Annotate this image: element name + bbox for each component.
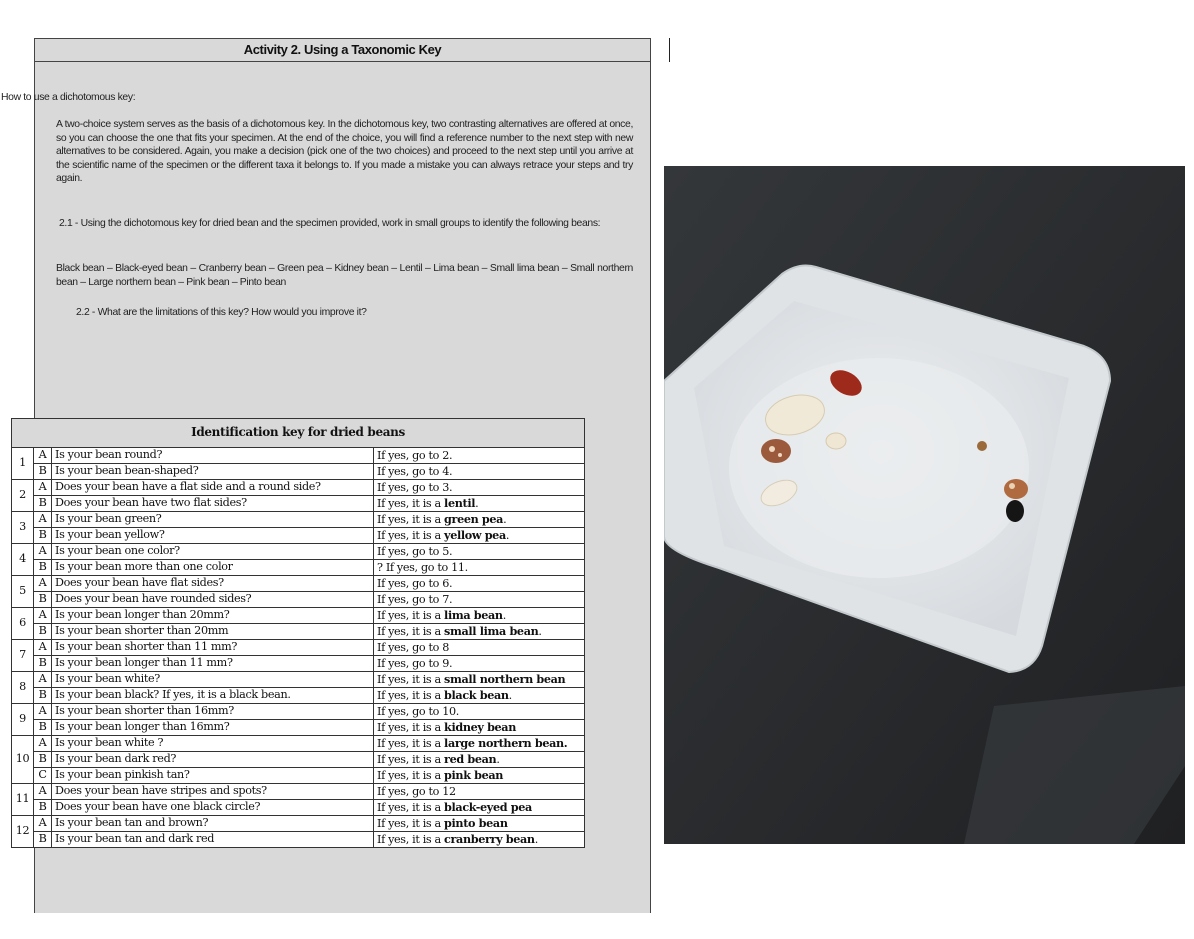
key-table-row [12,560,585,576]
key-question: Is your bean black? If yes, it is a black bean. [52,688,374,704]
key-result [374,496,585,512]
black-bean [1006,500,1024,522]
key-result [374,736,585,752]
result-species: lentil [444,496,476,510]
option-letter: A [34,512,52,528]
option-letter: B [34,800,52,816]
key-result [374,624,585,640]
option-letter: B [34,688,52,704]
key-question: Does your bean have one black circle? [52,800,374,816]
result-punctuation: . [503,513,507,526]
result-text: If yes, go to 6. [377,577,453,590]
step-number: 9 [12,704,34,736]
key-question: Is your bean shorter than 11 mm? [52,640,374,656]
key-result [374,608,585,624]
key-table-row [12,736,585,752]
lentil [977,441,987,451]
key-result [374,512,585,528]
result-species: pink bean [444,768,504,782]
key-result [374,592,585,608]
bean-tray-photo [664,166,1185,844]
bean-list: Black bean – Black-eyed bean – Cranberry bean – Green pea – Kidney bean – Lentil – Lima bean – Small lima bean – Small northern bean – Large northern bean – Pink bean – Pinto bean [56,263,633,288]
result-text: If yes, it is a [377,737,445,750]
key-question: Does your bean have a flat side and a round side? [52,480,374,496]
result-text: If yes, go to 12 [377,785,456,798]
key-question: Is your bean longer than 11 mm? [52,656,374,672]
key-table-row [12,656,585,672]
bean-speckle [778,453,782,457]
step-number: 7 [12,640,34,672]
option-letter: B [34,464,52,480]
key-question: Is your bean tan and dark red [52,832,374,848]
key-question: Does your bean have two flat sides? [52,496,374,512]
key-table-row [12,480,585,496]
key-question: Is your bean shorter than 16mm? [52,704,374,720]
key-question: Does your bean have flat sides? [52,576,374,592]
option-letter: B [34,560,52,576]
key-question: Is your bean yellow? [52,528,374,544]
step-number: 12 [12,816,34,848]
key-result [374,704,585,720]
result-text: If yes, go to 9. [377,657,453,670]
option-letter: B [34,832,52,848]
result-text: If yes, go to 8 [377,641,450,654]
howto-heading: How to use a dichotomous key: [1,92,136,103]
key-question: Is your bean tan and brown? [52,816,374,832]
key-result [374,816,585,832]
result-text: If yes, it is a [377,817,445,830]
step-number: 11 [12,784,34,816]
option-letter: B [34,496,52,512]
key-table-row [12,640,585,656]
cranberry-bean [761,439,791,463]
key-result [374,464,585,480]
key-question: Is your bean shorter than 20mm [52,624,374,640]
key-question: Is your bean round? [52,448,374,464]
key-table-row [12,592,585,608]
result-species: small northern bean [444,672,566,686]
key-result [374,656,585,672]
option-letter: A [34,576,52,592]
option-letter: A [34,480,52,496]
result-species: pinto bean [444,816,508,830]
intro-paragraph: A two-choice system serves as the basis of a dichotomous key. In the dichotomous key, two contrasting alternatives are offered at once, so you can choose the one that fits your specimen. At the end of the choice, you will find a reference number to the next step with new alternatives to be considered. Again, you make a decision (pick one of the two choices) and proceed to the next step until you arrive at the scientific name of the specimen or the different taxa it belongs to. If you made a mistake you can always retrace your steps and try again. [56,119,633,184]
option-letter: A [34,784,52,800]
key-table-row [12,624,585,640]
key-table-body [12,448,585,848]
result-species: red bean [444,752,497,766]
identification-key-table [11,418,585,848]
result-text: If yes, go to 10. [377,705,459,718]
pinto-bean [1004,479,1028,499]
result-text: If yes, it is a [377,753,445,766]
key-result [374,800,585,816]
key-table-row [12,768,585,784]
key-question: Does your bean have stripes and spots? [52,784,374,800]
result-text: If yes, go to 7. [377,593,453,606]
key-table-row [12,800,585,816]
key-result [374,672,585,688]
key-result [374,480,585,496]
key-table-row [12,816,585,832]
result-punctuation: . [508,689,512,702]
option-letter: B [34,720,52,736]
result-text: If yes, it is a [377,673,445,686]
result-text: If yes, it is a [377,801,445,814]
option-letter: A [34,448,52,464]
option-letter: A [34,736,52,752]
key-table-row [12,720,585,736]
option-letter: B [34,592,52,608]
step-number: 1 [12,448,34,480]
option-letter: A [34,704,52,720]
result-punctuation: . [502,609,506,622]
result-text: If yes, it is a [377,513,445,526]
key-table-row [12,464,585,480]
key-table-row [12,576,585,592]
result-species: yellow pea [444,528,506,542]
result-text: If yes, go to 4. [377,465,453,478]
result-species: small lima bean [444,624,539,638]
step-number: 10 [12,736,34,784]
key-result [374,640,585,656]
question-2-2: 2.2 - What are the limitations of this key? How would you improve it? [76,307,367,318]
key-result [374,528,585,544]
key-question: Is your bean longer than 16mm? [52,720,374,736]
key-result [374,720,585,736]
result-text: If yes, go to 2. [377,449,453,462]
activity-worksheet [1,38,651,913]
tray-well [729,358,1029,578]
key-question: Is your bean pinkish tan? [52,768,374,784]
result-species: kidney bean [444,720,516,734]
key-question: Is your bean one color? [52,544,374,560]
option-letter: A [34,816,52,832]
key-result [374,688,585,704]
result-punctuation: . [534,833,538,846]
key-table-row [12,448,585,464]
option-letter: B [34,624,52,640]
result-species: cranberry bean [444,832,535,846]
result-text: If yes, it is a [377,689,445,702]
key-table-row [12,528,585,544]
option-letter: B [34,528,52,544]
key-result [374,752,585,768]
key-result [374,784,585,800]
result-text: If yes, it is a [377,497,445,510]
key-table-row [12,608,585,624]
key-table-row [12,832,585,848]
text-cursor [669,38,670,62]
option-letter: C [34,768,52,784]
key-table-row [12,704,585,720]
key-result [374,544,585,560]
option-letter: A [34,544,52,560]
key-question: Is your bean dark red? [52,752,374,768]
tray-illustration [664,166,1185,844]
result-punctuation: . [475,497,479,510]
result-species: large northern bean. [444,736,568,750]
key-table-row [12,752,585,768]
result-punctuation: . [505,529,510,542]
question-2-1: 2.1 - Using the dichotomous key for dried bean and the specimen provided, work in small groups to identify the following beans: [59,218,601,229]
key-table-row [12,672,585,688]
key-table-row [12,496,585,512]
option-letter: A [34,672,52,688]
key-result [374,448,585,464]
result-text: If yes, go to 3. [377,481,453,494]
key-question: Does your bean have rounded sides? [52,592,374,608]
key-question: Is your bean white ? [52,736,374,752]
result-species: black bean [444,688,509,702]
key-table-row [12,544,585,560]
key-question: Is your bean bean-shaped? [52,464,374,480]
step-number: 4 [12,544,34,576]
result-text: If yes, it is a [377,721,445,734]
key-table-row [12,512,585,528]
step-number: 2 [12,480,34,512]
result-species: lima bean [444,608,503,622]
step-number: 5 [12,576,34,608]
small-white-bean [826,433,846,449]
key-result [374,576,585,592]
result-text: If yes, it is a [377,833,445,846]
key-table-row [12,784,585,800]
option-letter: A [34,640,52,656]
key-result [374,768,585,784]
option-letter: B [34,656,52,672]
option-letter: A [34,608,52,624]
key-table-title: Identification key for dried beans [12,419,585,448]
key-table-row [12,688,585,704]
step-number: 3 [12,512,34,544]
result-text: If yes, go to 5. [377,545,453,558]
result-species: green pea [444,512,504,526]
key-question: Is your bean longer than 20mm? [52,608,374,624]
key-question: Is your bean green? [52,512,374,528]
key-question: Is your bean more than one color [52,560,374,576]
option-letter: B [34,752,52,768]
result-text: If yes, it is a [377,609,445,622]
result-punctuation: . [538,625,542,638]
activity-title: Activity 2. Using a Taxonomic Key [35,39,650,62]
bean-speckle [1009,483,1015,489]
bean-speckle [769,446,775,452]
step-number: 6 [12,608,34,640]
result-text: If yes, it is a [377,769,445,782]
key-result [374,560,585,576]
result-text: If yes, it is a [377,529,445,542]
step-number: 8 [12,672,34,704]
result-punctuation: . [496,753,500,766]
key-result [374,832,585,848]
result-species: black-eyed pea [444,800,532,814]
key-question: Is your bean white? [52,672,374,688]
result-text: If yes, it is a [377,625,445,638]
result-text: ? If yes, go to 11. [377,561,468,574]
